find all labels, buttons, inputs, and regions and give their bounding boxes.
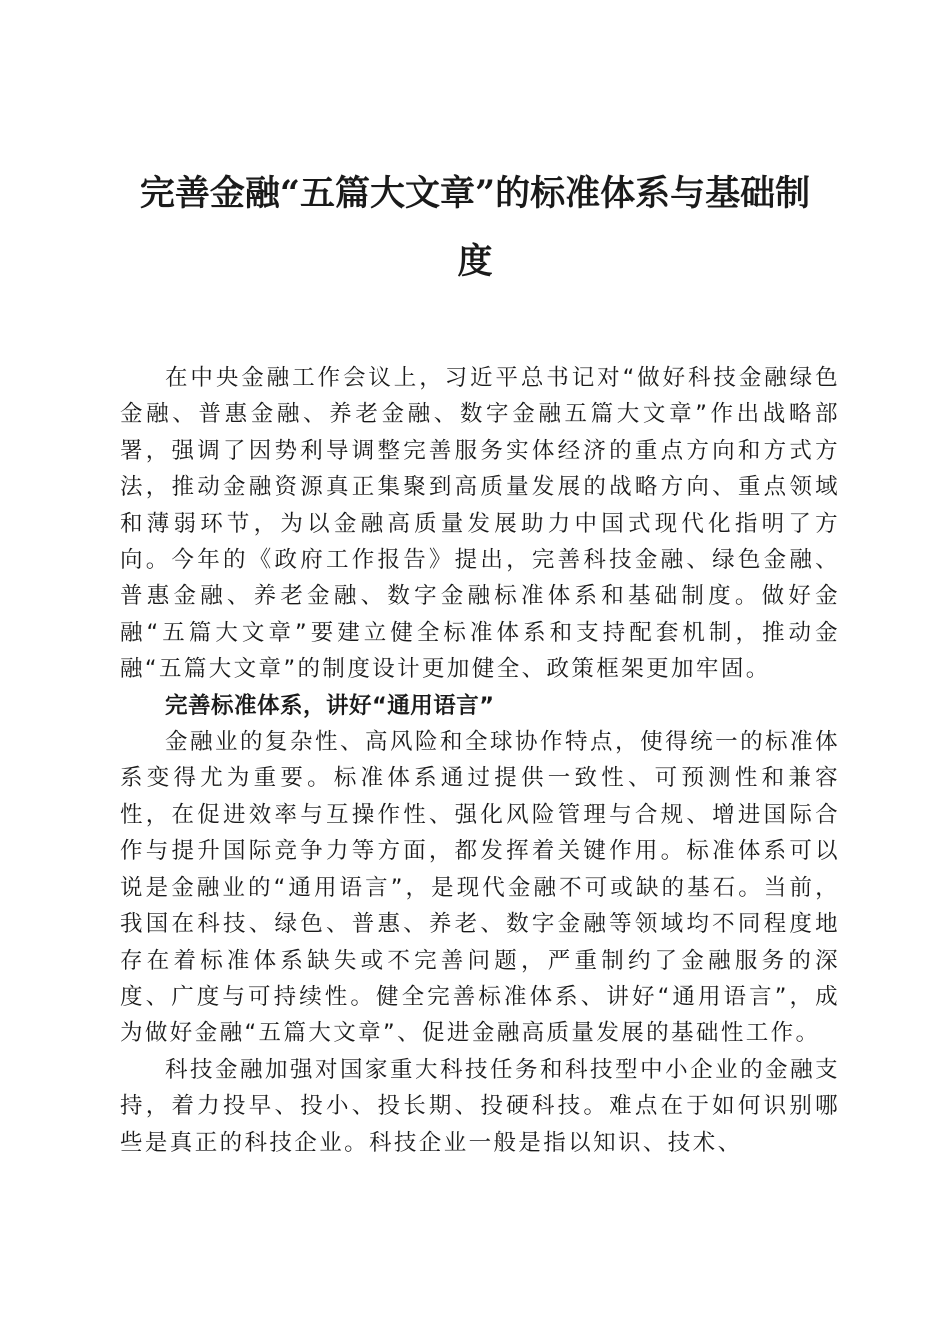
paragraph-tech-finance: 科技金融加强对国家重大科技任务和科技型中小企业的金融支持，着力投早、投小、投长期、投硬科技。难点在于如何识别哪些是真正的科技企业。科技企业一般是指以知识、技术、 (120, 1056, 840, 1156)
paragraph-intro: 在中央金融工作会议上，习近平总书记对“做好科技金融绿色金融、普惠金融、养老金融、数字金融五篇大文章”作出战略部署，强调了因势利导调整完善服务实体经济的重点方向和方式方法，推动金融资源真正集聚到高质量发展的战略方向、重点领域和薄弱环节，为以金融高质量发展助力中国式现代化指明了方向。今年的《政府工作报告》提出，完善科技金融、绿色金融、普惠金融、养老金融、数字金融标准体系和基础制度。做好金融“五篇大文章”要建立健全标准体系和支持配套机制，推动金融“五篇大文章”的制度设计更加健全、政策框架更加牢固。 (120, 365, 840, 683)
document-body (120, 360, 840, 1161)
document-title-line1: 完善金融“五篇大文章”的标准体系与基础制 (139, 173, 811, 214)
document-title-line2: 度 (457, 241, 493, 282)
paragraph-standards: 金融业的复杂性、高风险和全球协作特点，使得统一的标准体系变得尤为重要。标准体系通过提供一致性、可预测性和兼容性，在促进效率与互操作性、强化风险管理与合规、增进国际合作与提升国际竞争力等方面，都发挥着关键作用。标准体系可以说是金融业的“通用语言”，是现代金融不可或缺的基石。当前，我国在科技、绿色、普惠、养老、数字金融等领域均不同程度地存在着标准体系缺失或不完善问题，严重制约了金融服务的深度、广度与可持续性。健全完善标准体系、讲好“通用语言”，成为做好金融“五篇大文章”、促进金融高质量发展的基础性工作。 (120, 729, 840, 1047)
section-heading-standards: 完善标准体系，讲好“通用语言” (165, 692, 495, 719)
